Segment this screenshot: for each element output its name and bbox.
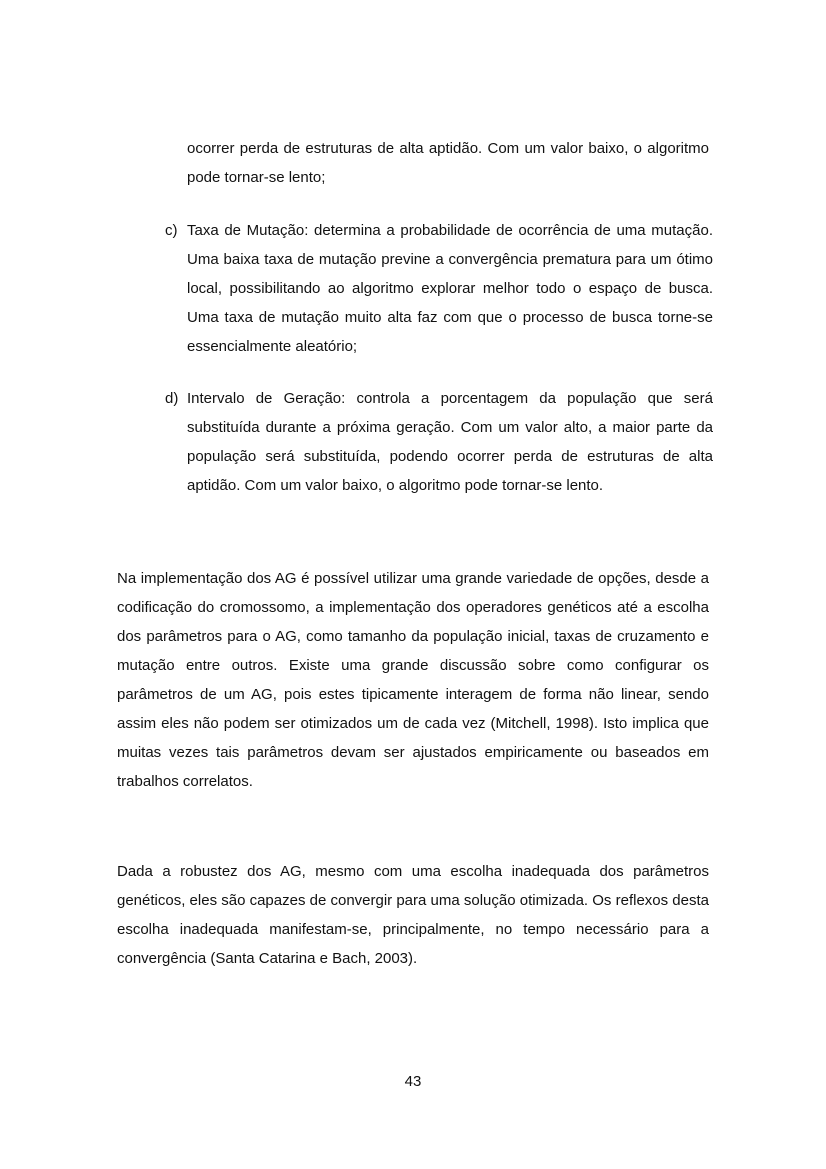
- paragraph-text: Dada a robustez dos AG, mesmo com uma escolha inadequada dos parâmetros genéticos, eles são capazes de convergir para uma solução otimizada. Os reflexos desta escolha inadequada manifestam-se, principalmente, no tempo necessário para a convergência (Santa Catarina e Bach, 2003).: [117, 863, 709, 967]
- list-item-generation-interval: [165, 384, 713, 500]
- list-item-text: Intervalo de Geração: controla a porcentagem da população que será substituída durante a próxima geração. Com um valor alto, a maior parte da população será substituída, podendo ocorrer perda de estruturas de alta aptidão. Com um valor baixo, o algoritmo pode tornar-se lento.: [187, 390, 713, 494]
- list-item-mutation-rate: [165, 216, 713, 361]
- page-number: 43: [404, 1073, 422, 1090]
- list-item-continuation: [187, 134, 709, 192]
- paragraph-text: Na implementação dos AG é possível utilizar uma grande variedade de opções, desde a codificação do cromossomo, a implementação dos operadores genéticos até a escolha dos parâmetros para o AG, como tamanho da população inicial, taxas de cruzamento e mutação entre outros. Existe uma grande discussão sobre como configurar os parâmetros de um AG, pois estes tipicamente interagem de forma não linear, sendo assim eles não podem ser otimizados um de cada vez (Mitchell, 1998). Isto implica que muitas vezes tais parâmetros devam ser ajustados empiricamente ou baseados em trabalhos correlatos.: [117, 570, 709, 790]
- body-paragraph: [117, 857, 709, 973]
- list-marker: d): [165, 390, 179, 407]
- continuation-text: ocorrer perda de estruturas de alta aptidão. Com um valor baixo, o algoritmo pode tornar-se lento;: [187, 140, 709, 186]
- list-marker: c): [165, 222, 178, 239]
- body-paragraph: [117, 564, 709, 796]
- list-item-text: Taxa de Mutação: determina a probabilidade de ocorrência de uma mutação. Uma baixa taxa de mutação previne a convergência prematura para um ótimo local, possibilitando ao algoritmo explorar melhor todo o espaço de busca. Uma taxa de mutação muito alta faz com que o processo de busca torne-se essencialmente aleatório;: [187, 222, 713, 355]
